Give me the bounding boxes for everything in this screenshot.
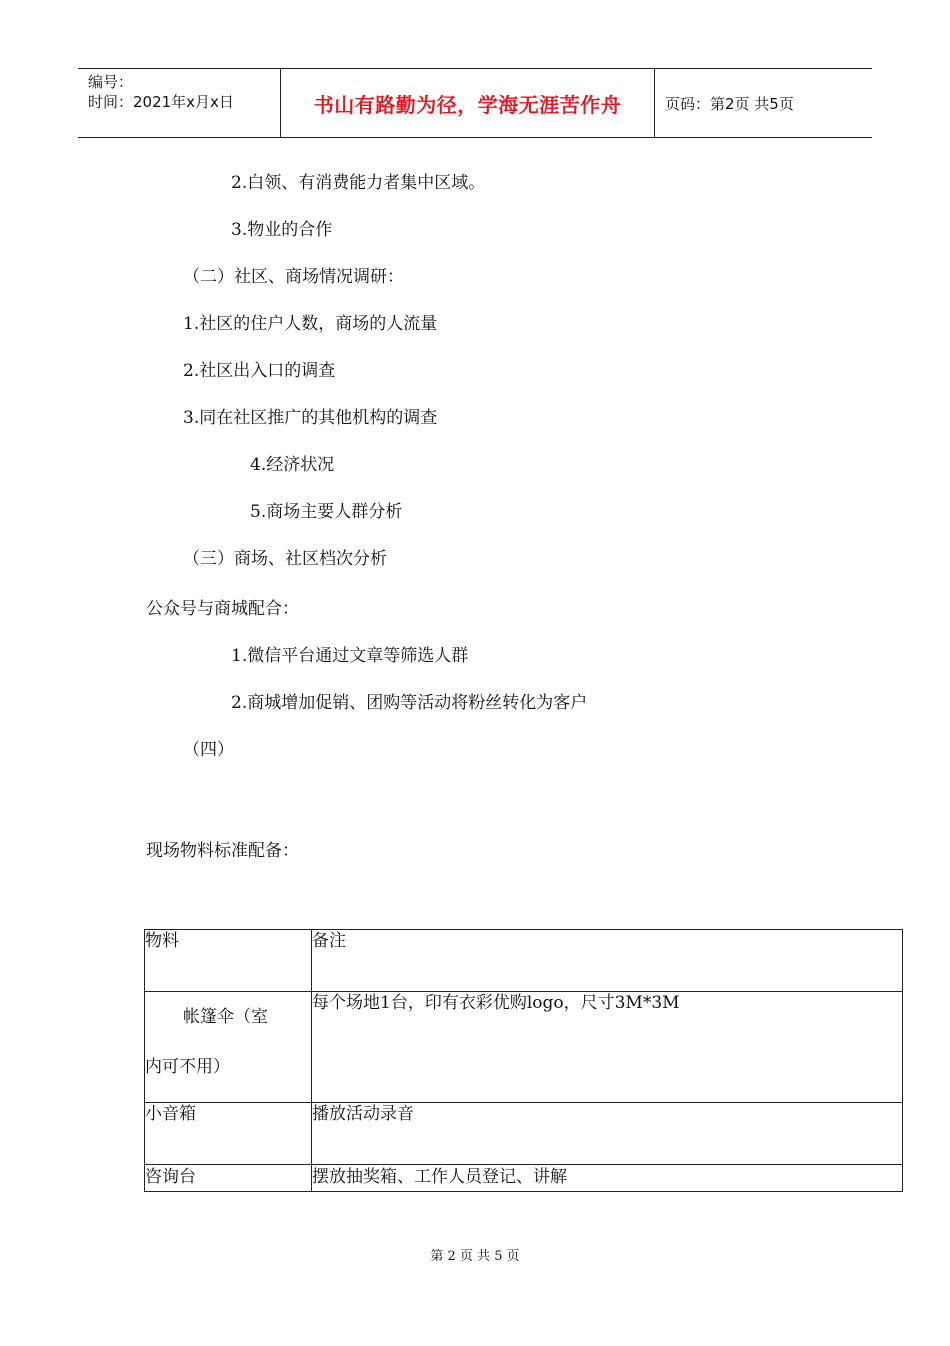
body-line: 5.商场主要人群分析	[250, 502, 403, 522]
body-line: 3.物业的合作	[231, 220, 333, 240]
body-line: 3.同在社区推广的其他机构的调查	[183, 408, 438, 428]
section-heading: （四）	[183, 740, 234, 760]
body-line: 1.微信平台通过文章等筛选人群	[231, 646, 469, 666]
table-cell-item: 小音箱	[145, 1103, 312, 1165]
table-cell-note: 摆放抽奖箱、工作人员登记、讲解	[312, 1165, 903, 1192]
section-heading: （二）社区、商场情况调研：	[183, 267, 404, 287]
item-text-line: 帐篷伞（室	[183, 1007, 268, 1027]
paragraph-heading: 现场物料标准配备：	[146, 841, 299, 861]
header-page-info: 页码：第2页 共5页	[665, 94, 794, 113]
table-row	[145, 992, 903, 1103]
materials-table	[144, 929, 903, 1192]
document-date: 时间：2021年x月x日	[88, 93, 234, 111]
table-header-cell: 物料	[145, 930, 312, 992]
table-cell-note: 每个场地1台，印有衣彩优购logo，尺寸3M*3M	[312, 992, 903, 1103]
body-line: 2.商城增加促销、团购等活动将粉丝转化为客户	[231, 693, 588, 713]
paragraph-heading: 公众号与商城配合：	[146, 599, 299, 619]
table-header-row	[145, 930, 903, 992]
header-motto: 书山有路勤为径，学海无涯苦作舟	[281, 69, 655, 137]
header-meta	[78, 69, 281, 137]
item-text-line: 内可不用）	[145, 1057, 230, 1077]
table-cell-note: 播放活动录音	[312, 1103, 903, 1165]
page-footer: 第 2 页 共 5 页	[430, 1249, 520, 1264]
table-row	[145, 1165, 903, 1192]
table-header-cell: 备注	[312, 930, 903, 992]
section-heading: （三）商场、社区档次分析	[183, 549, 387, 569]
body-line: 2.社区出入口的调查	[183, 361, 336, 381]
body-line: 1.社区的住户人数，商场的人流量	[183, 314, 438, 334]
body-line: 4.经济状况	[250, 455, 335, 475]
page-header	[78, 68, 872, 138]
table-cell-item: 咨询台	[145, 1165, 312, 1192]
table-cell-item	[145, 992, 312, 1103]
document-number-label: 编号：	[88, 73, 134, 91]
body-line: 2.白领、有消费能力者集中区域。	[231, 173, 486, 193]
table-row	[145, 1103, 903, 1165]
